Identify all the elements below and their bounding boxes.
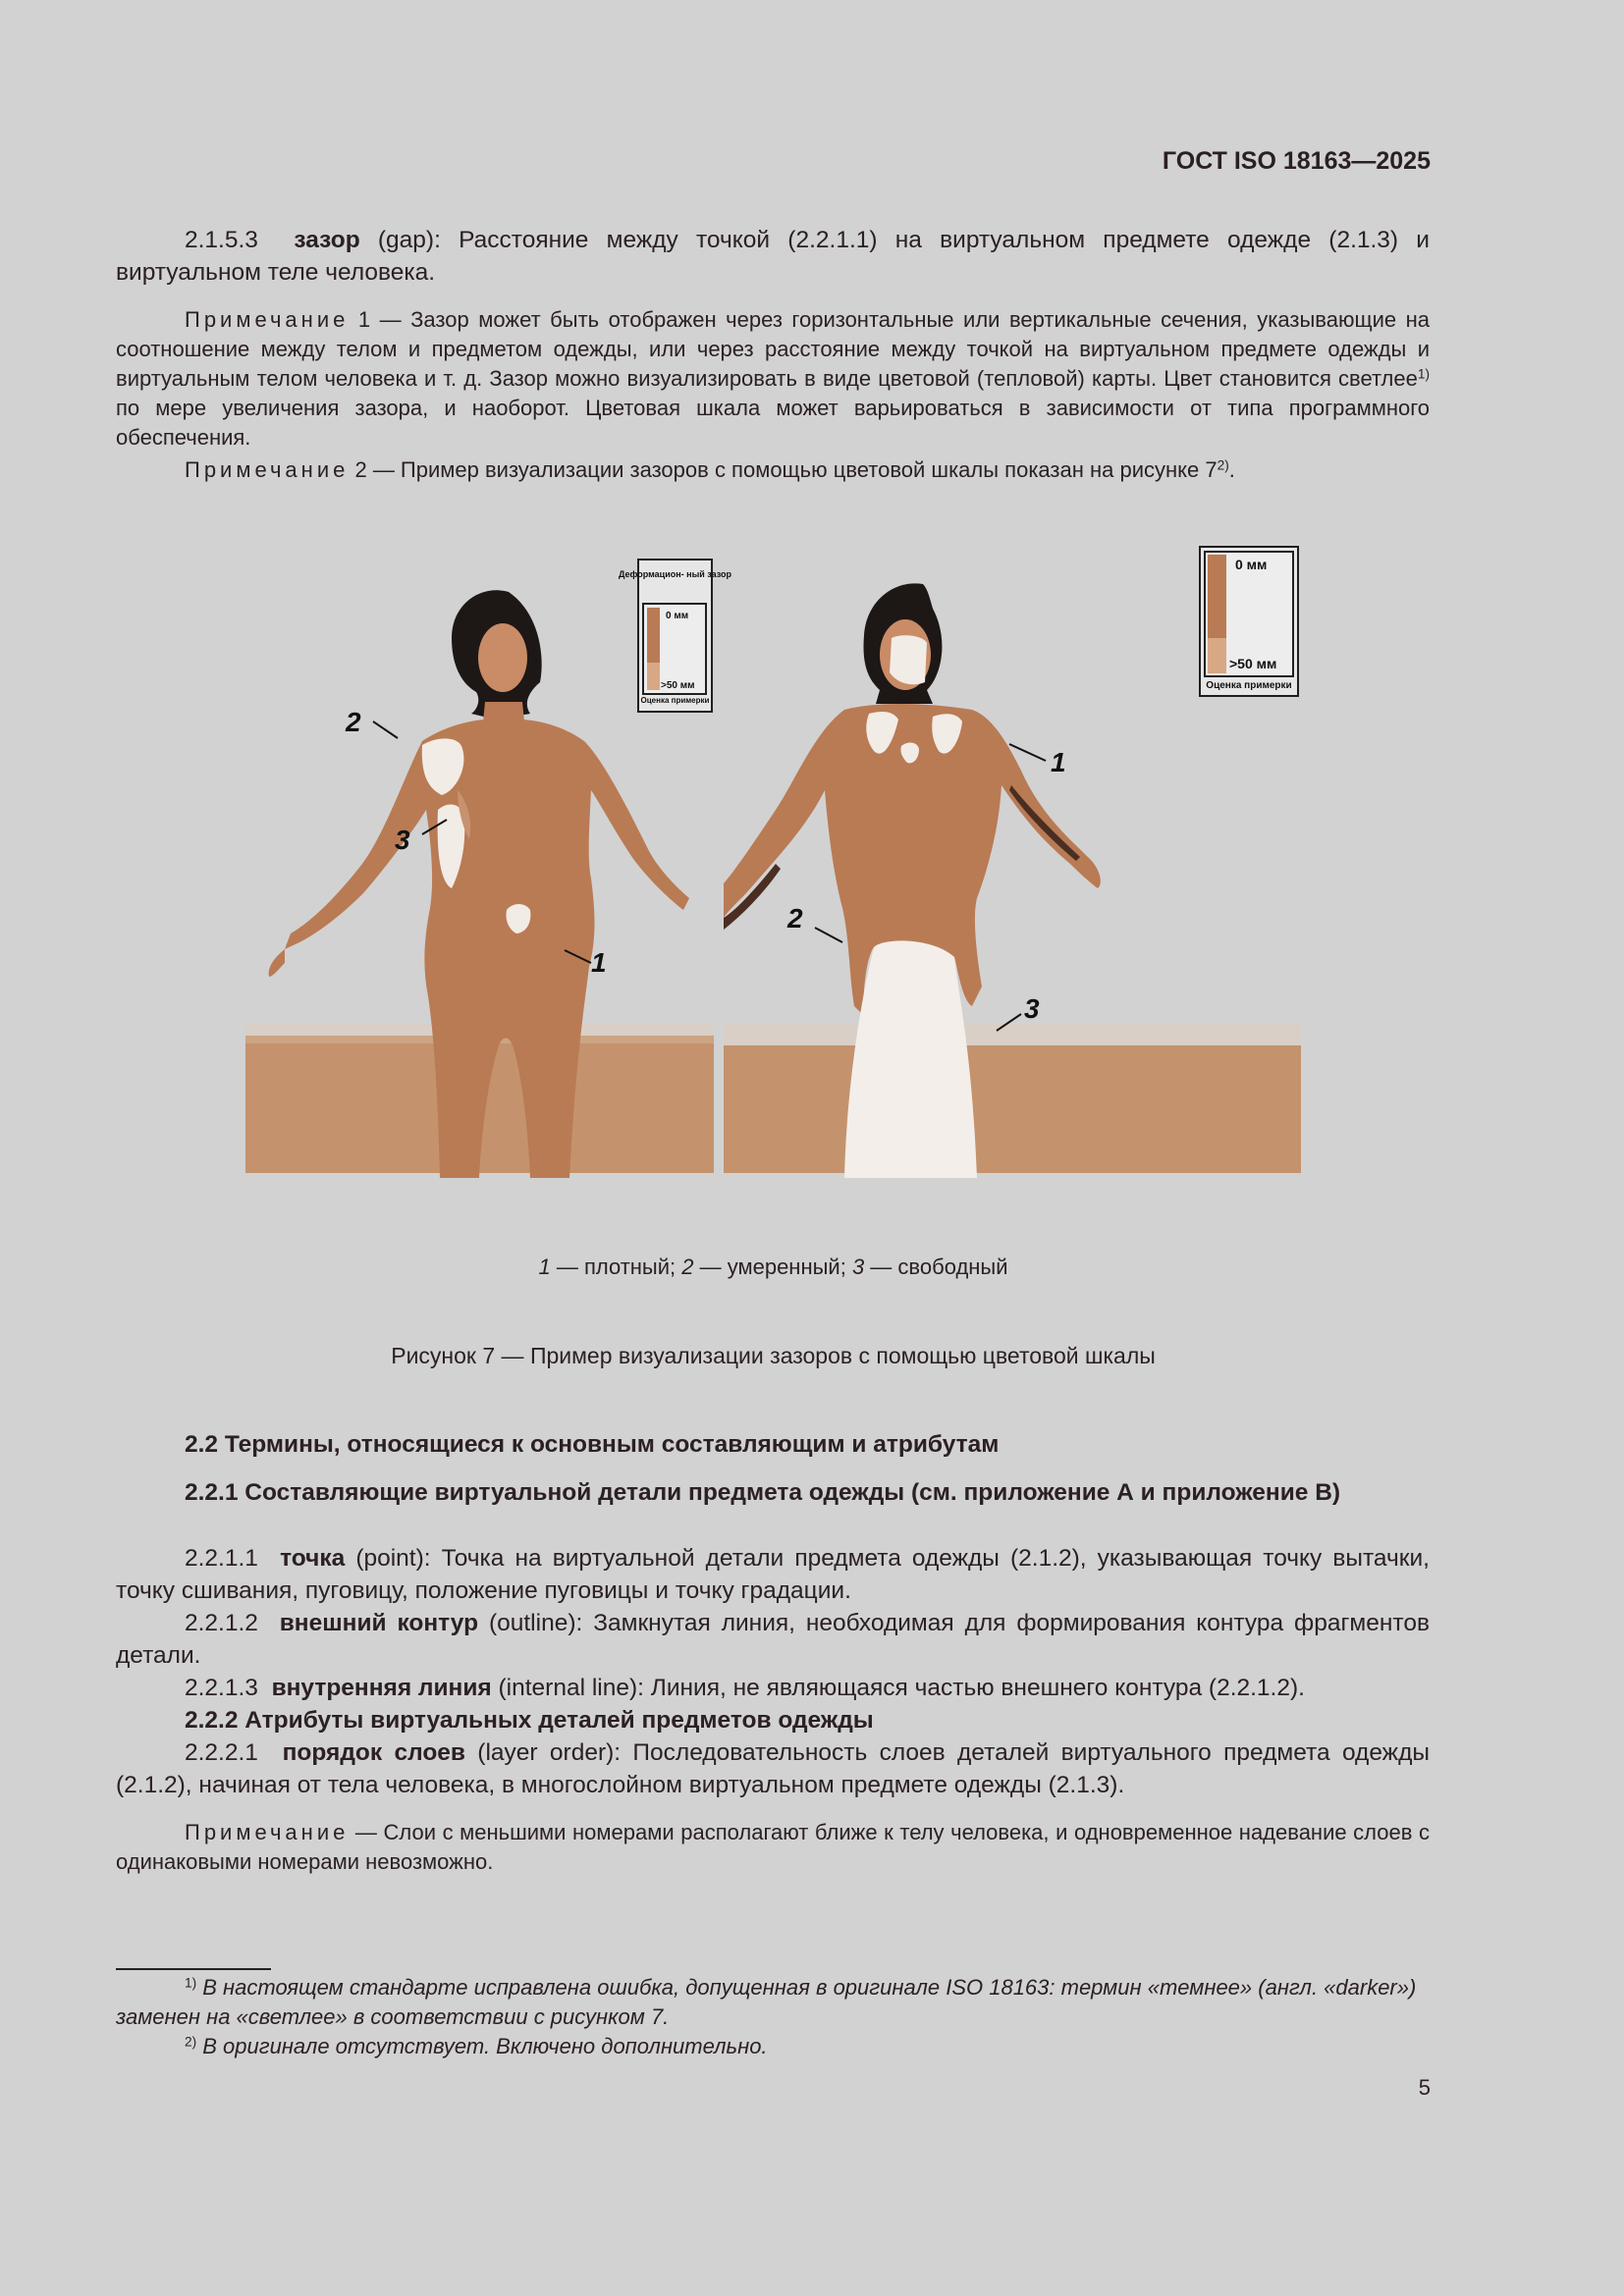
left-color-scale bbox=[619, 560, 732, 712]
right-scale-caption: Оценка примерки bbox=[1206, 680, 1292, 691]
gap-term: зазор bbox=[294, 227, 360, 253]
def-2-2-1-2-term: внешний контур bbox=[279, 1610, 479, 1636]
def-2-2-2-1 bbox=[116, 1736, 1430, 1801]
note-3 bbox=[116, 1818, 1430, 1877]
section-2-2-2-heading: 2.2.2 Атрибуты виртуальных деталей предметов одежды bbox=[185, 1707, 874, 1734]
footnote-ref-2: 2) bbox=[1217, 457, 1229, 473]
page-number: 5 bbox=[1418, 2075, 1431, 2100]
legend-text-3: — свободный bbox=[864, 1255, 1008, 1279]
figure-7 bbox=[245, 545, 1301, 1178]
right-color-scale bbox=[1200, 547, 1298, 696]
def-2-2-1-1-text: (point): Точка на виртуальной детали предмета одежды (2.1.2), указывающая точку вытачки, точку сшивания, пуговицу, положение пуговицы и точку градации. bbox=[116, 1545, 1430, 1604]
note-2-text-b: . bbox=[1228, 457, 1235, 482]
note-2-number: 2 bbox=[349, 457, 367, 482]
left-scale-caption: Оценка примерки bbox=[640, 696, 710, 705]
def-2-2-1-3-term: внутренняя линия bbox=[271, 1675, 492, 1701]
footnote-1-marker: 1) bbox=[185, 1975, 197, 1991]
right-scale-top: 0 мм bbox=[1235, 557, 1268, 572]
gap-number: 2.1.5.3 bbox=[185, 227, 258, 253]
footnote-2 bbox=[116, 2032, 1430, 2061]
def-2-2-1-3-text: (internal line): Линия, не являющаяся частью внешнего контура (2.2.1.2). bbox=[491, 1675, 1305, 1701]
def-2-2-1-2-number: 2.2.1.2 bbox=[185, 1610, 258, 1636]
section-2-2-1-heading: 2.2.1 Составляющие виртуальной детали предмета одежды (см. приложение А и приложение В) bbox=[185, 1479, 1341, 1506]
right-callout-3: 3 bbox=[1024, 993, 1040, 1024]
note-1-text-b: по мере увеличения зазора, и наоборот. Цветовая шкала может варьироваться в зависимости от типа программного обеспечения. bbox=[116, 396, 1430, 450]
note-1 bbox=[116, 305, 1430, 453]
figure-title: Рисунок 7 — Пример визуализации зазоров с помощью цветовой шкалы bbox=[391, 1343, 1156, 1368]
footnote-separator bbox=[116, 1968, 271, 1970]
note-1-label: Примечание bbox=[185, 307, 350, 332]
def-2-2-1-3 bbox=[116, 1672, 1430, 1704]
footnote-2-text: В оригинале отсутствует. Включено дополнительно. bbox=[196, 2034, 768, 2058]
note-1-number: 1 bbox=[349, 307, 371, 332]
right-callout-1: 1 bbox=[1051, 747, 1066, 777]
note-2-text-a: — Пример визуализации зазоров с помощью цветовой шкалы показан на рисунке 7 bbox=[366, 457, 1218, 482]
def-2-2-2-1-term: порядок слоев bbox=[282, 1739, 465, 1766]
note-3-text: — Слои с меньшими номерами располагают ближе к телу человека, и одновременное надевание слоев с одинаковыми номерами невозможно. bbox=[116, 1820, 1430, 1874]
def-2-2-1-1 bbox=[116, 1542, 1430, 1607]
legend-num-1: 1 bbox=[538, 1255, 551, 1279]
footnote-1 bbox=[116, 1973, 1430, 2032]
gap-definition bbox=[116, 224, 1430, 289]
footnote-ref-1: 1) bbox=[1417, 366, 1430, 382]
left-panel bbox=[245, 560, 732, 1178]
left-callout-3: 3 bbox=[395, 825, 410, 855]
def-2-2-2-1-number: 2.2.2.1 bbox=[185, 1739, 258, 1766]
left-scale-title: Деформацион- ный зазор bbox=[618, 569, 732, 579]
legend-num-2: 2 bbox=[681, 1255, 694, 1279]
right-callout-2: 2 bbox=[787, 903, 803, 934]
note-3-label: Примечание bbox=[185, 1820, 350, 1844]
note-2-label: Примечание bbox=[185, 457, 350, 482]
legend-text-2: — умеренный; bbox=[693, 1255, 852, 1279]
def-2-2-1-1-term: точка bbox=[280, 1545, 346, 1572]
def-2-2-1-2-text: (outline): Замкнутая линия, необходимая для формирования контура фрагментов детали. bbox=[116, 1610, 1430, 1669]
right-scale-bottom: >50 мм bbox=[1229, 656, 1277, 671]
def-2-2-1-3-number: 2.2.1.3 bbox=[185, 1675, 258, 1701]
note-1-text-a: — Зазор может быть отображен через горизонтальные или вертикальные сечения, указывающие на соотношение между телом и предметом одежды, или через расстояние между точкой на виртуальном предмете одежды и виртуальным телом человека и т. д. Зазор можно визуализировать в виде цветовой (тепловой) карты. Цвет становится светлее bbox=[116, 307, 1430, 391]
left-callout-1: 1 bbox=[591, 947, 607, 978]
left-scale-bottom: >50 мм bbox=[661, 680, 695, 691]
left-scale-top: 0 мм bbox=[666, 611, 689, 621]
legend-num-3: 3 bbox=[851, 1255, 865, 1279]
left-callout-2: 2 bbox=[346, 707, 361, 737]
def-2-2-1-2 bbox=[116, 1607, 1430, 1672]
footnote-1-text: В настоящем стандарте исправлена ошибка, допущенная в оригинале ISO 18163: термин «темнее» (англ. «darker») заменен на «светлее» в соответствии с рисунком 7. bbox=[116, 1975, 1417, 2029]
standard-header: ГОСТ ISO 18163—2025 bbox=[1162, 147, 1431, 175]
right-panel bbox=[724, 547, 1301, 1178]
note-2 bbox=[116, 455, 1430, 485]
figure-7-illustration bbox=[245, 545, 1301, 1178]
section-2-2-heading: 2.2 Термины, относящиеся к основным составляющим и атрибутам bbox=[185, 1431, 1000, 1458]
gap-text: (gap): Расстояние между точкой (2.2.1.1) на виртуальном предмете одежде (2.1.3) и виртуальном теле человека. bbox=[116, 227, 1430, 286]
figure-legend bbox=[0, 1255, 1546, 1280]
def-2-2-2-1-text: (layer order): Последовательность слоев деталей виртуального предмета одежды (2.1.2), начиная от тела человека, в многослойном виртуальном предмете одежды (2.1.3). bbox=[116, 1739, 1430, 1798]
def-2-2-1-1-number: 2.2.1.1 bbox=[185, 1545, 258, 1572]
footnote-2-marker: 2) bbox=[185, 2034, 197, 2050]
legend-text-1: — плотный; bbox=[550, 1255, 682, 1279]
